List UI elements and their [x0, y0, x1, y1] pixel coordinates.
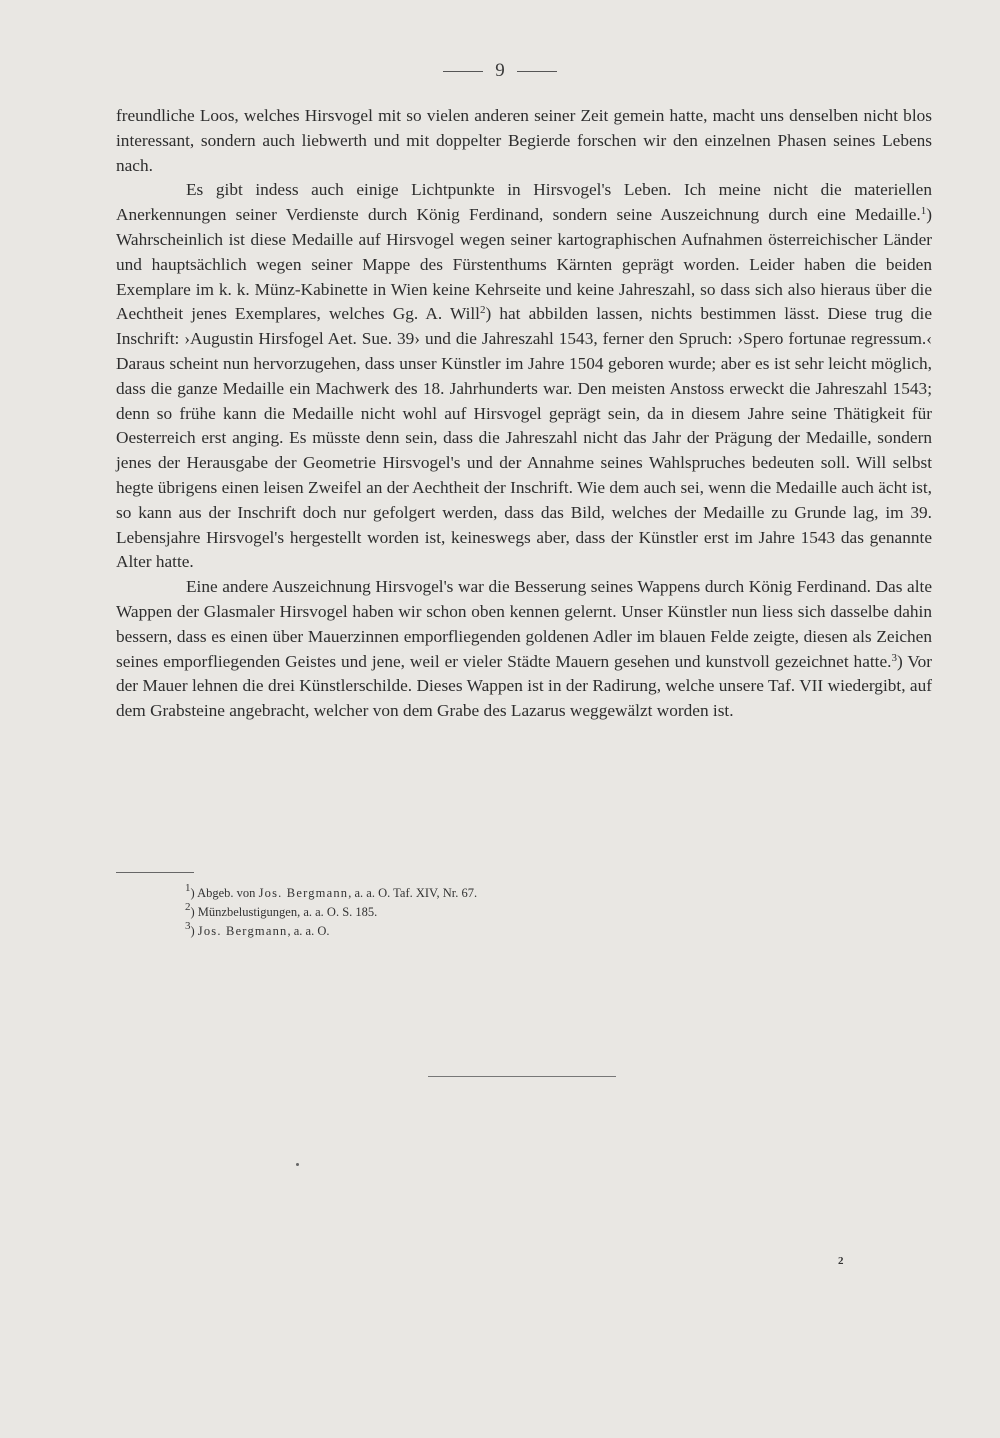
footnote-3-ref: , a. a. O.: [287, 924, 330, 938]
paragraph-1-text: freundliche Loos, welches Hirsvogel mit so vielen anderen seiner Zeit gemein hatte, macht uns denselben nicht blos interessant, sondern auch liebwerth und mit doppelter Begierde forschen wir den einzelnen Phasen seines Lebens nach.: [116, 106, 932, 175]
body-text: [116, 104, 932, 724]
paper-speck: [296, 1163, 299, 1166]
footnote-2-marker: 2: [185, 901, 191, 913]
page-header: [0, 60, 1000, 82]
header-rule-left: [443, 71, 483, 72]
paragraph-3: [116, 575, 932, 724]
footnote-ref-3: 3: [891, 651, 897, 664]
footnote-1-text: ) Abgeb. von: [190, 886, 259, 900]
footnote-2-text: ) Münzbelustigungen, a. a. O. S. 185.: [190, 905, 378, 919]
paragraph-3-text-a: Eine andere Auszeichnung Hirsvogel's war die Besserung seines Wappens durch König Ferdinand. Das alte Wappen der Glasmaler Hirsvogel haben wir schon oben kennen gelernt. Unser Künstler nun liess sich dasselbe dahin bessern, dass es einen über Mauerzinnen emporfliegenden goldenen Adler im blauen Felde zeigte, diesen als Zeichen seines emporfliegenden Geistes und jene, weil er vieler Städte Mauern gesehen und kunstvoll gezeichnet hatte.: [116, 577, 932, 671]
footnote-ref-1: 1: [920, 205, 927, 218]
end-rule: [428, 1076, 616, 1077]
footnote-1-marker: 1: [185, 882, 191, 894]
footnote-3: [185, 922, 785, 941]
page-number: 9: [495, 60, 505, 81]
paragraph-1: [116, 104, 932, 178]
paragraph-3-text-b: ) Vor der Mauer lehnen die drei Künstlerschilde. Dieses Wappen ist in der Radirung, welche unsere Taf. VII wiedergibt, auf dem Grabsteine angebracht, welcher von dem Grabe des Lazarus weggewälzt worden ist.: [116, 651, 932, 721]
footnotes: [185, 884, 785, 941]
footnote-1-author: Jos. Bergmann: [258, 886, 349, 900]
footnote-ref-2: 2: [479, 304, 486, 317]
footnote-1-ref: , a. a. O. Taf. XIV, Nr. 67.: [348, 886, 478, 900]
footnote-3-marker: 3: [185, 920, 191, 932]
footnote-1: [185, 884, 785, 903]
footnote-2: [185, 903, 785, 922]
header-rule-right: [517, 71, 557, 72]
footnote-3-author: Jos. Bergmann: [197, 924, 288, 938]
paragraph-2-text-c: ) hat abbilden lassen, nichts bestimmen lässt. Diese trug die Inschrift: ›Augustin Hirsfogel Aet. Sue. 39› und die Jahreszahl 1543, ferner den Spruch: ›Spero fortunae regressum.‹ Daraus scheint nun hervorzugehen, dass unser Künstler im Jahre 1504 geboren wurde; aber es ist sehr leicht möglich, dass die ganze Medaille ein Machwerk des 18. Jahrhunderts war. Den meisten Anstoss erweckt die Jahreszahl 1543; denn so frühe kann die Medaille nicht wohl auf Hirsvogel geprägt sein, da in diesem Jahre seine Thätigkeit für Oesterreich erst anging. Es müsste denn sein, dass die Jahreszahl nicht das Jahr der Prägung der Medaille, sondern jenes der Herausgabe der Geometrie Hirsvogel's und der Annahme seines Wahlspruches bedeuten soll. Will selbst hegte übrigens einen leisen Zweifel an der Aechtheit der Inschrift. Wie dem auch sei, wenn die Medaille auch ächt ist, so kann aus der Inschrift doch nur gefolgert werden, dass das Bild, welches der Medaille zu Grunde lag, im 39. Lebensjahre Hirsvogel's hergestellt worden ist, keineswegs aber, dass der Künstler erst im Jahre 1543 das genannte Alter hatte.: [116, 304, 932, 572]
footnote-3-text: ): [190, 924, 198, 938]
paragraph-2-text-b: ) Wahrscheinlich ist diese Medaille auf Hirsvogel wegen seiner kartographischen Aufnahmen österreichischer Länder und hauptsächlich wegen seiner Mappe des Fürstenthums Kärnten geprägt worden. Leider haben die beiden Exemplare im k. k. Münz-Kabinette in Wien keine Kehrseite und keine Jahreszahl, so dass sich also hieraus über die Aechtheit jenes Exemplares, welches Gg. A. Will: [116, 205, 932, 324]
paragraph-2-text-a: Es gibt indess auch einige Lichtpunkte in Hirsvogel's Leben. Ich meine nicht die materiellen Anerkennungen seiner Verdienste durch König Ferdinand, sondern seine Auszeichnung durch eine Medaille.: [116, 180, 932, 225]
paragraph-2: [116, 178, 932, 575]
footnote-divider: [116, 872, 194, 873]
signature-mark: 2: [838, 1255, 844, 1267]
